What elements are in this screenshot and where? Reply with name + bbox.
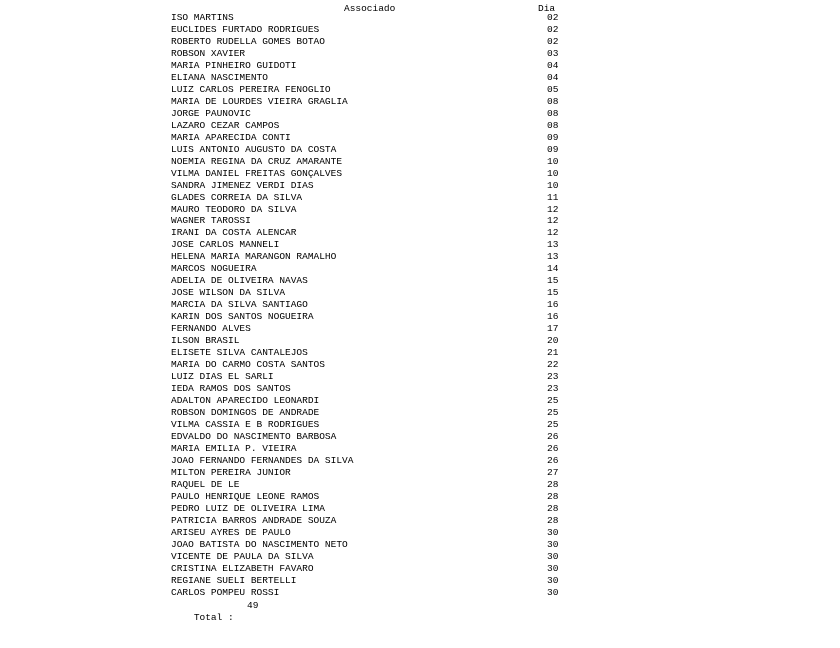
list-item: [0, 120, 600, 132]
associate-name: ARISEU AYRES DE PAULO: [171, 526, 291, 538]
associate-name: ADALTON APARECIDO LEONARDI: [171, 395, 320, 406]
list-item: [0, 275, 600, 287]
associate-name: VILMA DANIEL FREITAS GONÇALVES: [171, 167, 343, 179]
associate-day: 17: [547, 323, 559, 335]
associate-day: 12: [547, 227, 559, 239]
associate-name: EDVALDO DO NASCIMENTO BARBOSA: [171, 430, 337, 442]
associate-name: ILSON BRASIL: [171, 335, 240, 347]
associate-name: ROBSON DOMINGOS DE ANDRADE: [171, 406, 320, 418]
list-item: [0, 563, 600, 575]
list-item: [0, 503, 600, 515]
list-item: [0, 551, 600, 563]
associate-day: 13: [547, 251, 559, 263]
list-item: [0, 227, 600, 239]
associate-name: VICENTE DE PAULA DA SILVA: [171, 550, 314, 562]
list-item: [0, 311, 600, 323]
list-item: [0, 287, 600, 299]
associate-day: 12: [547, 203, 559, 215]
associate-day: 27: [547, 466, 559, 478]
associate-name: MAURO TEODORO DA SILVA: [171, 203, 297, 215]
list-item: [0, 96, 600, 108]
associate-name: MARIA PINHEIRO GUIDOTI: [171, 59, 297, 71]
list-item: [0, 239, 600, 251]
associate-day: 10: [547, 167, 559, 179]
list-item: [0, 359, 600, 371]
list-item: [0, 132, 600, 144]
associate-day: 30: [547, 562, 559, 574]
associate-name: PEDRO LUIZ DE OLIVEIRA LIMA: [171, 502, 325, 514]
list-item: [0, 144, 600, 156]
associate-name: LUIZ CARLOS PEREIRA FENOGLIO: [171, 83, 331, 95]
associate-name: GLADES CORREIA DA SILVA: [171, 191, 303, 203]
associate-day: 20: [547, 335, 559, 347]
associate-name: LUIZ DIAS EL SARLI: [171, 371, 274, 383]
list-item: [0, 455, 600, 467]
list-item: [0, 12, 600, 24]
associate-day: 25: [547, 395, 559, 406]
associate-name: MARCOS NOGUEIRA: [171, 263, 257, 275]
list-item: [0, 215, 600, 227]
associate-name: PATRICIA BARROS ANDRADE SOUZA: [171, 514, 337, 526]
associate-name: LUIS ANTONIO AUGUSTO DA COSTA: [171, 143, 337, 155]
associate-day: 09: [547, 131, 559, 143]
associate-day: 22: [547, 359, 559, 371]
list-item: [0, 371, 600, 383]
associate-day: 26: [547, 442, 559, 454]
list-item: [0, 299, 600, 311]
associate-name: MARIA APARECIDA CONTI: [171, 131, 291, 143]
list-item: [0, 192, 600, 204]
total-label: Total :: [193, 612, 234, 623]
list-item: [0, 323, 600, 335]
list-item: [0, 515, 600, 527]
list-item: [0, 419, 600, 431]
associate-name: KARIN DOS SANTOS NOGUEIRA: [171, 311, 314, 323]
associate-day: 02: [547, 12, 559, 23]
list-item: [0, 180, 600, 192]
list-item: [0, 479, 600, 491]
associate-name: ROBERTO RUDELLA GOMES BOTAO: [171, 35, 325, 47]
list-item: [0, 156, 600, 168]
associate-day: 14: [547, 263, 559, 275]
column-header-dia: Dia: [538, 3, 556, 14]
associate-day: 08: [547, 95, 559, 107]
associate-name: NOEMIA REGINA DA CRUZ AMARANTE: [171, 155, 343, 167]
list-item: [0, 587, 600, 599]
associate-name: IEDA RAMOS DOS SANTOS: [171, 383, 291, 395]
associate-name: MILTON PEREIRA JUNIOR: [171, 466, 291, 478]
associate-day: 10: [547, 155, 559, 167]
associate-name: LAZARO CEZAR CAMPOS: [171, 119, 280, 131]
list-item: [0, 467, 600, 479]
associate-day: 02: [547, 23, 559, 35]
list-item: [0, 48, 600, 60]
associate-day: 15: [547, 275, 559, 287]
associate-name: REGIANE SUELI BERTELLI: [171, 574, 297, 586]
list-item: [0, 407, 600, 419]
associate-day: 13: [547, 239, 559, 251]
associate-name: RAQUEL DE LE: [171, 478, 240, 490]
associate-day: 11: [547, 191, 559, 203]
associate-name: WAGNER TAROSSI: [171, 215, 251, 227]
associate-day: 28: [547, 478, 559, 490]
total-count: 49: [247, 600, 259, 611]
total-line: [171, 600, 259, 623]
associate-day: 30: [547, 538, 559, 550]
list-item: [0, 431, 600, 443]
list-item: [0, 575, 600, 587]
associate-day: 23: [547, 383, 559, 395]
associate-day: 16: [547, 299, 559, 311]
associate-name: EUCLIDES FURTADO RODRIGUES: [171, 23, 320, 35]
list-item: [0, 108, 600, 120]
associate-name: SANDRA JIMENEZ VERDI DIAS: [171, 179, 314, 191]
associate-day: 30: [547, 550, 559, 562]
associate-day: 08: [547, 107, 559, 119]
list-item: [0, 204, 600, 216]
associate-day: 15: [547, 287, 559, 299]
associate-name: ISO MARTINS: [171, 12, 234, 23]
associate-day: 25: [547, 406, 559, 418]
associate-day: 10: [547, 179, 559, 191]
list-item: [0, 527, 600, 539]
associate-day: 28: [547, 502, 559, 514]
associate-name: JORGE PAUNOVIC: [171, 107, 251, 119]
associate-day: 30: [547, 526, 559, 538]
associate-name: MARIA DO CARMO COSTA SANTOS: [171, 359, 325, 371]
list-item: [0, 84, 600, 96]
list-item: [0, 383, 600, 395]
associate-name: JOAO FERNANDO FERNANDES DA SILVA: [171, 454, 354, 466]
associate-name: HELENA MARIA MARANGON RAMALHO: [171, 251, 337, 263]
associates-list: [0, 12, 600, 598]
associate-day: 30: [547, 574, 559, 586]
associate-name: JOSE WILSON DA SILVA: [171, 287, 286, 299]
associate-day: 16: [547, 311, 559, 323]
list-item: [0, 443, 600, 455]
associate-day: 28: [547, 490, 559, 502]
list-item: [0, 24, 600, 36]
associate-day: 04: [547, 71, 559, 83]
list-item: [0, 251, 600, 263]
associate-day: 21: [547, 347, 559, 359]
associate-name: MARIA EMILIA P. VIEIRA: [171, 442, 297, 454]
associate-name: JOSE CARLOS MANNELI: [171, 239, 280, 251]
associate-name: ADELIA DE OLIVEIRA NAVAS: [171, 275, 308, 287]
list-item: [0, 36, 600, 48]
associate-name: MARIA DE LOURDES VIEIRA GRAGLIA: [171, 95, 348, 107]
associate-name: ELIANA NASCIMENTO: [171, 71, 268, 83]
list-item: [0, 263, 600, 275]
associate-name: MARCIA DA SILVA SANTIAGO: [171, 299, 308, 311]
list-item: [0, 539, 600, 551]
associate-day: 04: [547, 59, 559, 71]
associate-name: FERNANDO ALVES: [171, 323, 251, 335]
associate-name: IRANI DA COSTA ALENCAR: [171, 227, 297, 239]
list-item: [0, 347, 600, 359]
list-item: [0, 491, 600, 503]
list-item: [0, 72, 600, 84]
associate-name: PAULO HENRIQUE LEONE RAMOS: [171, 490, 320, 502]
associate-day: 23: [547, 371, 559, 383]
associate-day: 26: [547, 454, 559, 466]
list-item: [0, 168, 600, 180]
associate-day: 02: [547, 35, 559, 47]
associate-day: 09: [547, 143, 559, 155]
associate-name: ROBSON XAVIER: [171, 47, 246, 59]
associate-name: CARLOS POMPEU ROSSI: [171, 586, 280, 598]
associate-day: 08: [547, 119, 559, 131]
list-item: [0, 395, 600, 407]
column-header-associado: Associado: [344, 3, 396, 14]
associate-day: 25: [547, 418, 559, 430]
associate-day: 26: [547, 430, 559, 442]
associate-day: 28: [547, 514, 559, 526]
associate-day: 05: [547, 83, 559, 95]
list-item: [0, 335, 600, 347]
associate-name: ELISETE SILVA CANTALEJOS: [171, 347, 308, 359]
associate-name: VILMA CASSIA E B RODRIGUES: [171, 418, 320, 430]
associate-day: 30: [547, 586, 559, 598]
associate-name: JOAO BATISTA DO NASCIMENTO NETO: [171, 538, 348, 550]
list-item: [0, 60, 600, 72]
associate-day: 03: [547, 47, 559, 59]
associate-day: 12: [547, 215, 559, 227]
associate-name: CRISTINA ELIZABETH FAVARO: [171, 562, 314, 574]
